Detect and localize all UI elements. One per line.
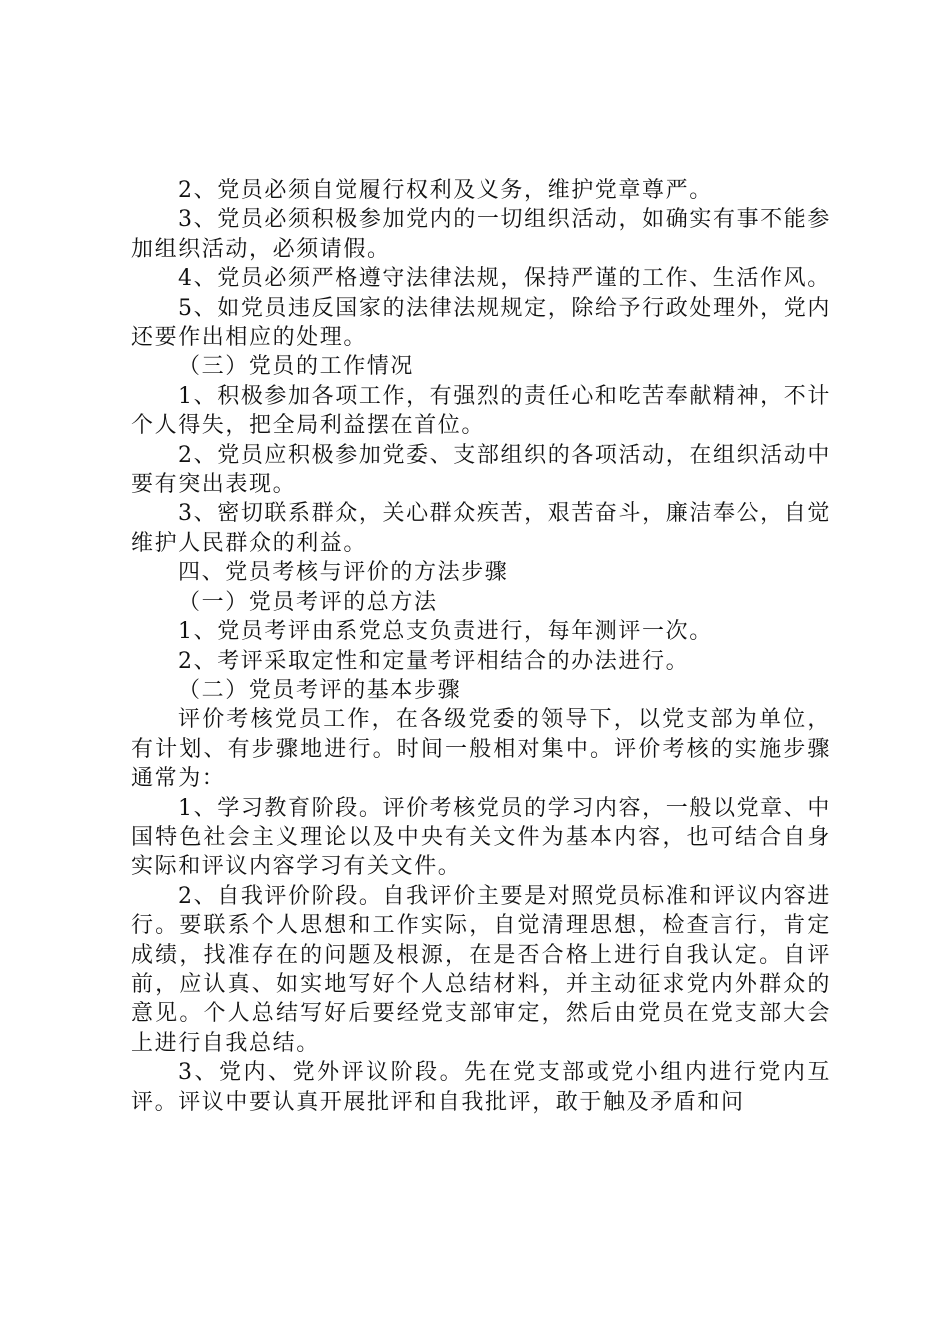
paragraph-step-3: 3、党内、党外评议阶段。先在党支部或党小组内进行党内互评。评议中要认真开展批评和自我批评，敢于触及矛盾和问 bbox=[131, 1060, 831, 1115]
section-heading-general-method: （一）党员考评的总方法 bbox=[178, 589, 438, 615]
paragraph-step-2: 2、自我评价阶段。自我评价主要是对照党员标准和评议内容进行。要联系个人思想和工作实际，自觉清理思想，检查言行，肯定成绩，找准存在的问题及根源，在是否合格上进行自我认定。自评前，应认真、如实地写好个人总结材料，并主动征求党内外群众的意见。个人总结写好后要经党支部审定，然后由党员在党支部大会上进行自我总结。 bbox=[131, 883, 831, 1056]
paragraph-rule-4: 4、党员必须严格遵守法律法规，保持严谨的工作、生活作风。 bbox=[178, 266, 831, 292]
document-body bbox=[131, 176, 831, 1117]
paragraph-method-1: 1、党员考评由系党总支负责进行，每年测评一次。 bbox=[178, 619, 713, 645]
paragraph-work-3: 3、密切联系群众，关心群众疾苦，艰苦奋斗，廉洁奉公，自觉维护人民群众的利益。 bbox=[131, 501, 831, 556]
paragraph-steps-intro: 评价考核党员工作，在各级党委的领导下，以党支部为单位，有计划、有步骤地进行。时间一般相对集中。评价考核的实施步骤通常为： bbox=[131, 707, 831, 792]
paragraph-method-2: 2、考评采取定性和定量考评相结合的办法进行。 bbox=[178, 648, 690, 674]
paragraph-rule-5: 5、如党员违反国家的法律法规规定，除给予行政处理外，党内还要作出相应的处理。 bbox=[131, 295, 831, 351]
section-heading-work-situation: （三）党员的工作情况 bbox=[178, 354, 415, 380]
section-heading-assessment-methods: 四、党员考核与评价的方法步骤 bbox=[178, 560, 509, 586]
paragraph-step-1: 1、学习教育阶段。评价考核党员的学习内容，一般以党章、中国特色社会主义理论以及中央有关文件为基本内容，也可结合自身实际和评议内容学习有关文件。 bbox=[131, 795, 831, 880]
paragraph-work-2: 2、党员应积极参加党委、支部组织的各项活动，在组织活动中要有突出表现。 bbox=[131, 442, 831, 498]
paragraph-rule-2: 2、党员必须自觉履行权利及义务，维护党章尊严。 bbox=[178, 178, 713, 203]
section-heading-basic-steps: （二）党员考评的基本步骤 bbox=[178, 677, 462, 703]
paragraph-work-1: 1、积极参加各项工作，有强烈的责任心和吃苦奉献精神，不计个人得失，把全局利益摆在首位。 bbox=[131, 383, 831, 439]
paragraph-rule-3: 3、党员必须积极参加党内的一切组织活动，如确实有事不能参加组织活动，必须请假。 bbox=[131, 207, 831, 262]
